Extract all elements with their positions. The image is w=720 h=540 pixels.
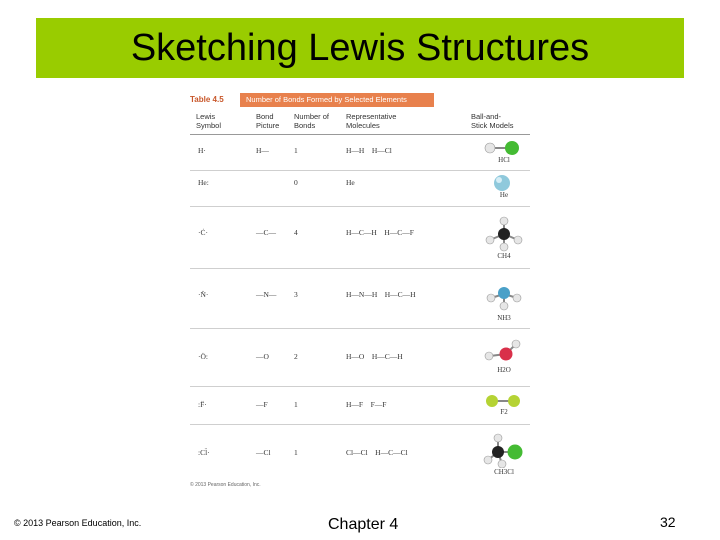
representative-molecules: H—H H—Cl	[346, 146, 392, 155]
slide-number: 32	[660, 514, 676, 530]
model-label: F2	[500, 408, 508, 416]
row-divider	[190, 268, 530, 269]
bond-count: 4	[294, 228, 298, 237]
bond-picture: —O	[256, 352, 269, 361]
row-divider	[190, 170, 530, 171]
bond-picture: —F	[256, 400, 268, 409]
lewis-symbol: ·Ċ·	[198, 228, 208, 237]
header-representative-molecules: Representative Molecules	[346, 112, 397, 130]
model-label: He	[499, 191, 509, 199]
model-label: CH3Cl	[494, 468, 514, 476]
row-divider	[190, 206, 530, 207]
lewis-table-figure	[190, 90, 530, 492]
representative-molecules: H—N—H H—C—H	[346, 290, 416, 299]
table-caption: Number of Bonds Formed by Selected Elements	[240, 93, 434, 107]
representative-molecules: H—C—H H—C—F	[346, 228, 414, 237]
lewis-symbol: H·	[198, 146, 206, 155]
header-number-of-bonds: Number of Bonds	[294, 112, 330, 130]
methane-ball-and-stick-model	[484, 216, 524, 252]
lewis-symbol: :Cl̈·	[198, 448, 210, 457]
copyright-footer: © 2013 Pearson Education, Inc.	[14, 518, 142, 528]
lewis-symbol: He:	[198, 178, 209, 187]
bond-count: 1	[294, 146, 298, 155]
lewis-symbol: ·N̈·	[198, 290, 209, 299]
model-label: NH3	[497, 314, 511, 322]
bond-count: 0	[294, 178, 298, 187]
row-divider	[190, 424, 530, 425]
model-label: HCl	[498, 156, 510, 164]
representative-molecules: H—O H—C—H	[346, 352, 403, 361]
bond-picture: —Cl	[256, 448, 271, 457]
figure-credit: © 2013 Pearson Education, Inc.	[190, 482, 261, 488]
header-lewis-symbol: Lewis Symbol	[196, 112, 222, 130]
bond-picture: H—	[256, 146, 269, 155]
representative-molecules: H—F F—F	[346, 400, 387, 409]
bond-count: 1	[294, 400, 298, 409]
water-ball-and-stick-model	[480, 338, 524, 368]
bond-count: 3	[294, 290, 298, 299]
ammonia-ball-and-stick-model	[484, 280, 524, 312]
bond-picture: —N—	[256, 290, 277, 299]
lewis-symbol: :F̈·	[198, 400, 207, 409]
representative-molecules: He	[346, 178, 355, 187]
row-divider	[190, 386, 530, 387]
header-bond-picture: Bond Picture	[256, 112, 280, 130]
lewis-symbol: ·Ö:	[198, 352, 208, 361]
representative-molecules: Cl—Cl H—C—Cl	[346, 448, 408, 457]
slide-title: Sketching Lewis Structures	[130, 27, 590, 69]
table-tag: Table 4.5	[190, 95, 224, 104]
bond-count: 2	[294, 352, 298, 361]
chapter-footer: Chapter 4	[328, 516, 399, 533]
header-rule	[190, 134, 530, 135]
model-label: H2O	[497, 366, 511, 374]
header-ball-and-stick: Ball-and- Stick Models	[471, 112, 514, 130]
chloromethane-ball-and-stick-model	[482, 432, 524, 468]
bond-picture: —C—	[256, 228, 277, 237]
bond-count: 1	[294, 448, 298, 457]
model-label: CH4	[497, 252, 511, 260]
row-divider	[190, 328, 530, 329]
